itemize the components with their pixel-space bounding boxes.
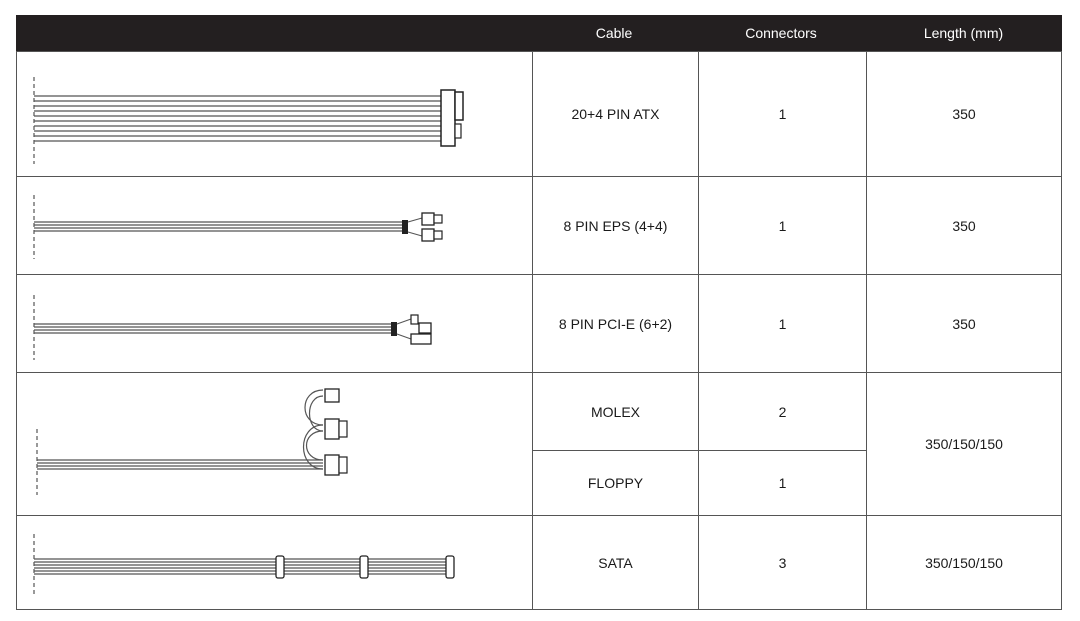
table-row-molex-image <box>17 372 532 515</box>
cell-cable: MOLEX <box>532 372 698 450</box>
header-connectors: Connectors <box>745 25 817 41</box>
cell-length: 350 <box>866 274 1061 372</box>
cell-cable: 8 PIN EPS (4+4) <box>532 176 698 274</box>
cell-length: 350/150/150 <box>866 372 1061 515</box>
cell-cable: SATA <box>532 515 698 609</box>
table-row-atx-image <box>17 52 532 176</box>
cell-connectors: 3 <box>698 515 866 609</box>
cell-length: 350 <box>866 176 1061 274</box>
atx-20-4-pin-cable-icon <box>17 52 532 176</box>
cell-connectors: 1 <box>698 52 866 176</box>
cable-spec-table <box>16 15 1062 609</box>
table-body <box>16 51 1062 610</box>
sata-cable-icon <box>17 516 532 610</box>
pcie-8-pin-cable-icon <box>17 275 532 373</box>
table-header <box>16 15 1062 51</box>
cell-cable: 8 PIN PCI-E (6+2) <box>532 274 698 372</box>
molex-floppy-cable-icon <box>17 373 532 516</box>
table-row-pcie-image <box>17 274 532 372</box>
cell-cable: 20+4 PIN ATX <box>532 52 698 176</box>
cell-connectors: 1 <box>698 450 866 515</box>
table-row-sata-image <box>17 515 532 609</box>
cell-length: 350 <box>866 52 1061 176</box>
cell-connectors: 1 <box>698 176 866 274</box>
cell-length: 350/150/150 <box>866 515 1061 609</box>
eps-8-pin-cable-icon <box>17 177 532 275</box>
cell-connectors: 1 <box>698 274 866 372</box>
header-length: Length (mm) <box>923 25 1004 41</box>
cell-cable: FLOPPY <box>532 450 698 515</box>
cell-connectors: 2 <box>698 372 866 450</box>
table-row-eps-image <box>17 176 532 274</box>
header-cable: Cable <box>595 25 633 41</box>
